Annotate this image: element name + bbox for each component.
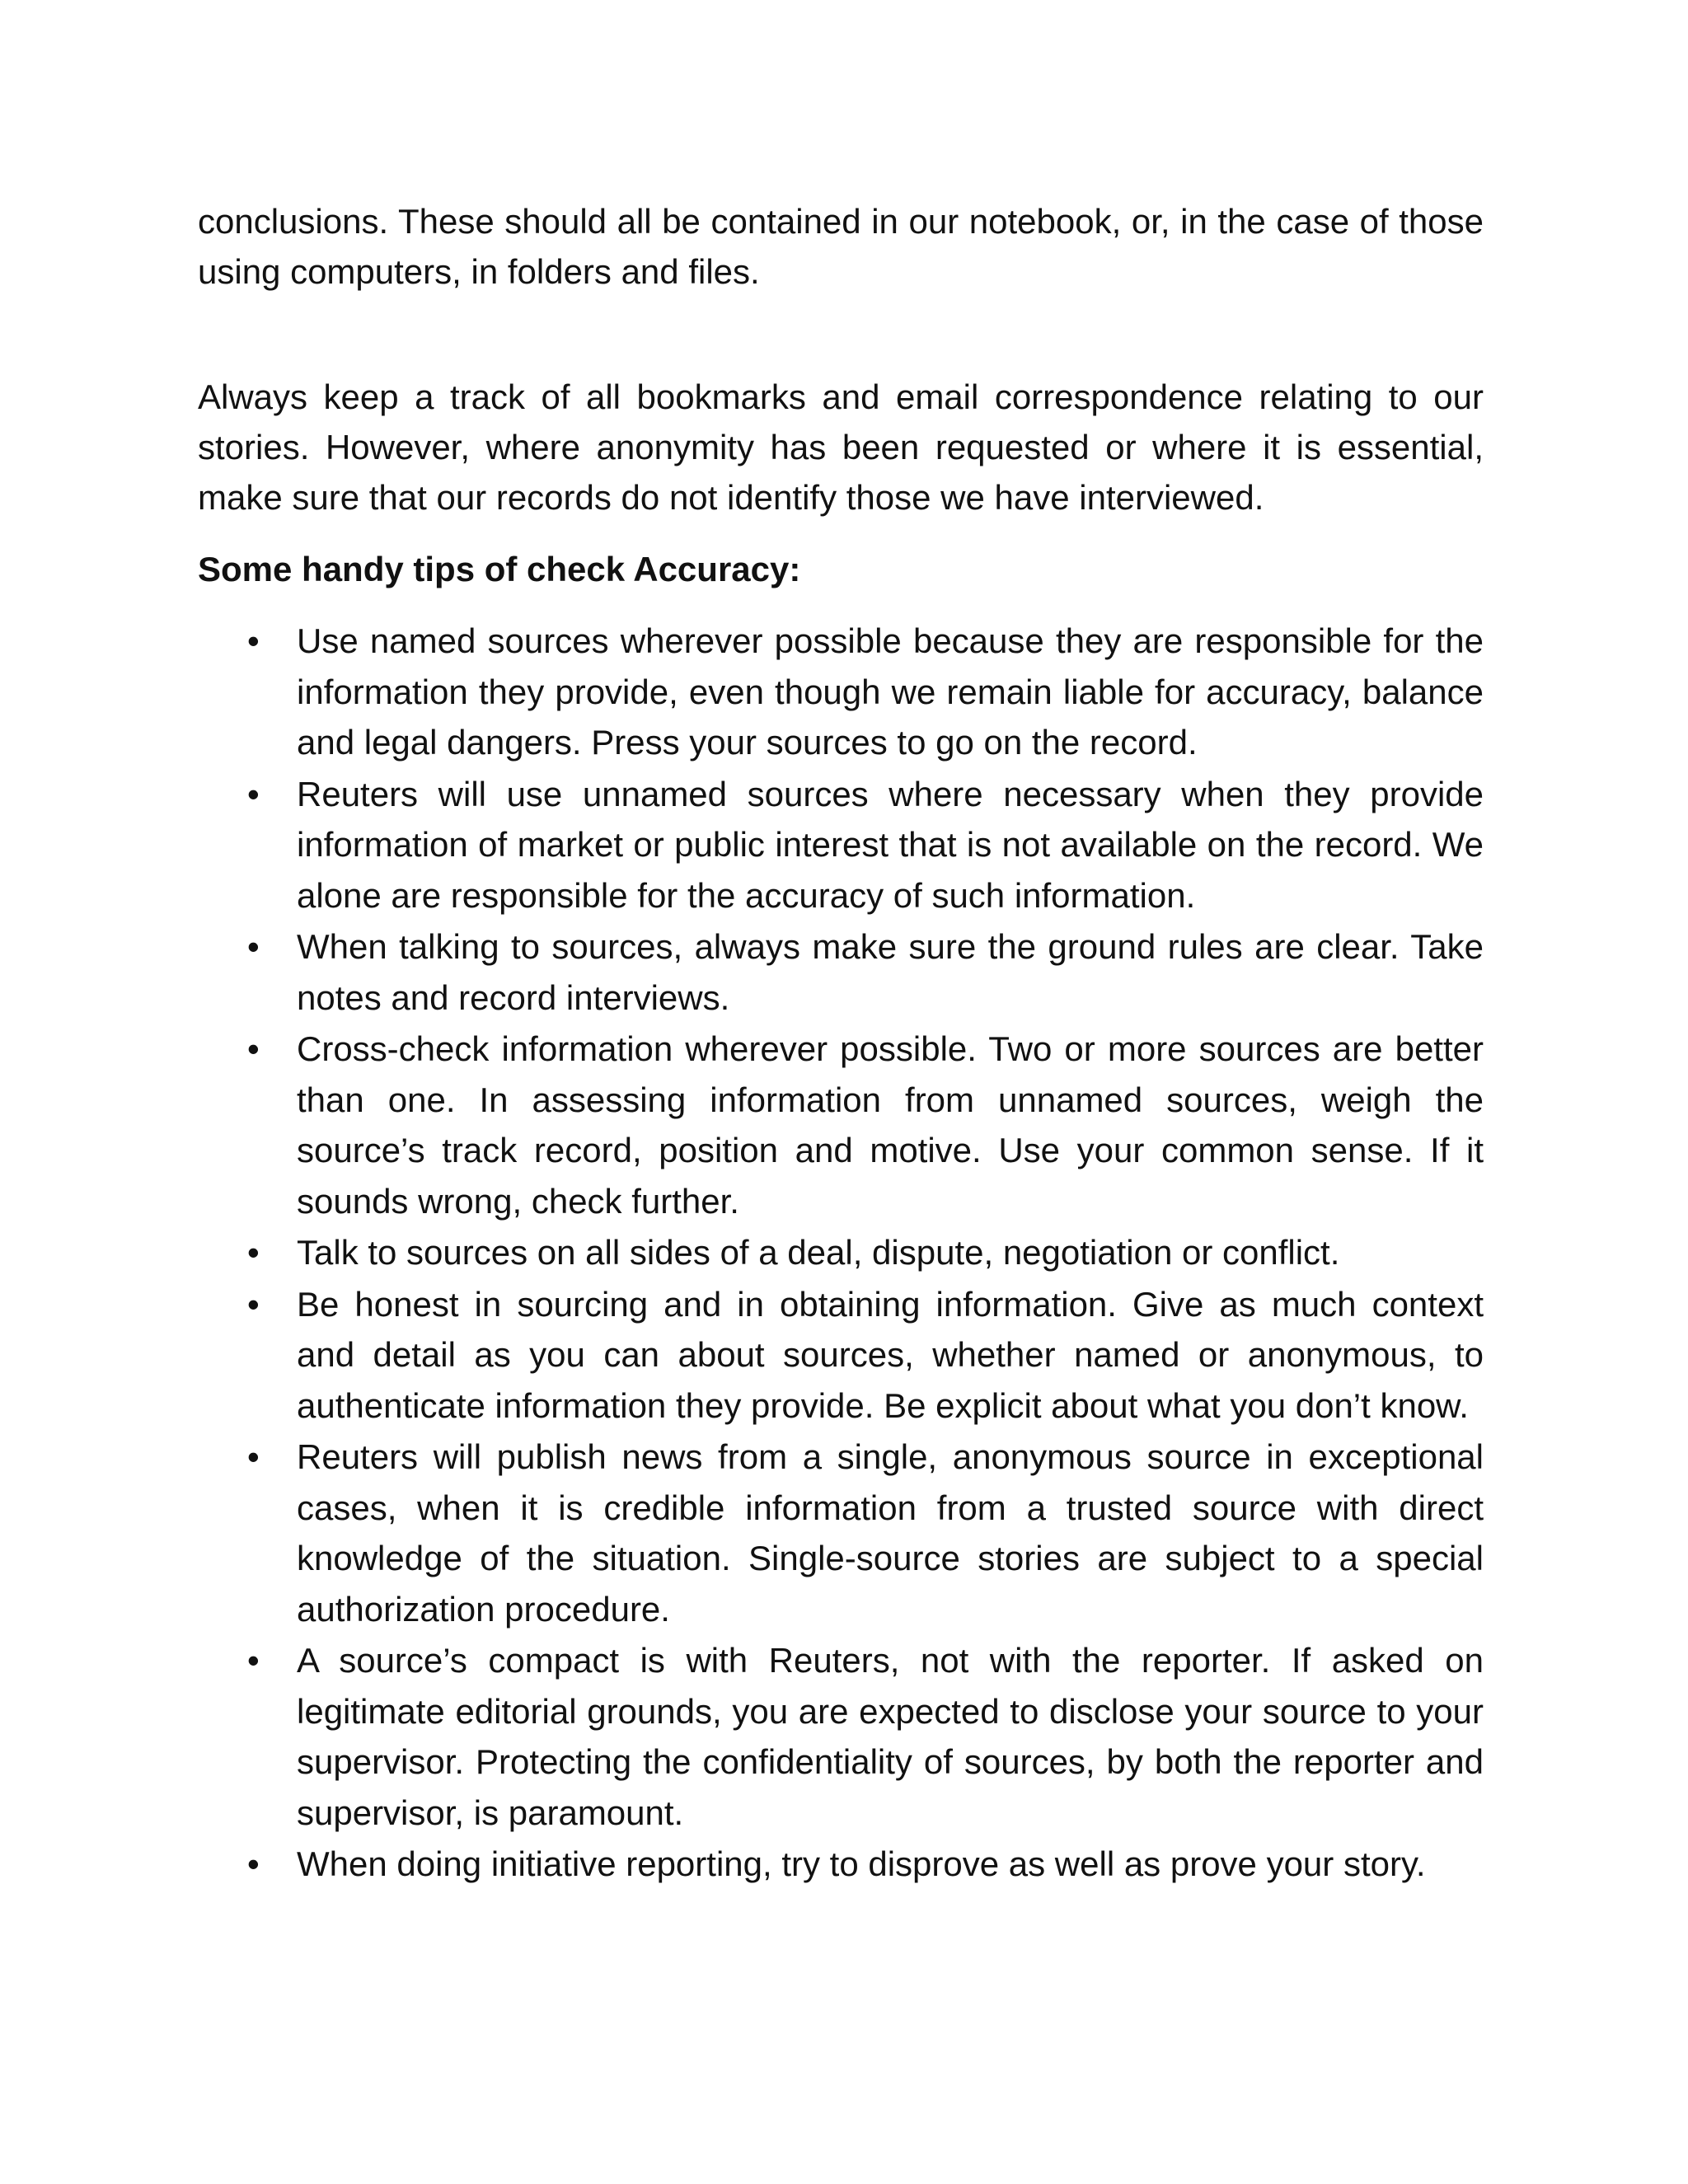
list-item [198,1635,1484,1838]
bullet-icon: • [247,1437,260,1476]
bullet-icon: • [247,621,260,660]
paragraph-bookmarks: Always keep a track of all bookmarks and email correspondence relating to our stories. However, where anonymity has been requested or where it is essential, make sure that our records do not identify those we have interviewed. [198,377,1484,517]
list-item-text: Reuters will publish news from a single, anonymous source in exceptional cases, when it is credible information from a trusted source with direct knowledge of the situation. Single-source stories are subject to a special authorization procedure. [297,1437,1484,1629]
section-heading: Some handy tips of check Accuracy: [198,550,801,588]
bullet-icon: • [247,1029,260,1068]
list-item [198,1432,1484,1634]
list-item-text: A source’s compact is with Reuters, not with the reporter. If asked on legitimate editorial grounds, you are expected to disclose your source to your supervisor. Protecting the confidentiality of sources, by both the reporter and supervisor, is paramount. [297,1641,1484,1832]
bullet-icon: • [247,927,260,966]
list-item-text: Cross-check information wherever possible. Two or more sources are better than one. In assessing information from unnamed sources, weigh the source’s track record, position and motive. Use your common sense. If it sounds wrong, check further. [297,1029,1484,1221]
list-item [198,769,1484,921]
list-item [198,1279,1484,1432]
bullet-icon: • [247,774,260,813]
document-page [198,196,1484,1891]
tips-list [198,616,1484,1890]
list-item-text: Talk to sources on all sides of a deal, dispute, negotiation or conflict. [297,1233,1340,1272]
list-item [198,1839,1484,1890]
list-item-text: Reuters will use unnamed sources where necessary when they provide information of market or public interest that is not available on the record. We alone are responsible for the accuracy of such information. [297,774,1484,915]
list-item [198,616,1484,768]
list-item-text: When talking to sources, always make sure the ground rules are clear. Take notes and record interviews. [297,927,1484,1017]
list-item [198,1024,1484,1226]
paragraph-records: conclusions. These should all be contained in our notebook, or, in the case of those using computers, in folders and files. [198,202,1484,291]
list-item-text: Use named sources wherever possible because they are responsible for the information they provide, even though we remain liable for accuracy, balance and legal dangers. Press your sources to go on the record. [297,621,1484,762]
list-item-text: When doing initiative reporting, try to disprove as well as prove your story. [297,1844,1426,1883]
list-item-text: Be honest in sourcing and in obtaining information. Give as much context and detail as you can about sources, whether named or anonymous, to authenticate information they provide. Be explicit about what you don’t know. [297,1284,1484,1425]
bullet-icon: • [247,1233,260,1272]
list-item [198,1227,1484,1278]
bullet-icon: • [247,1844,260,1883]
list-item [198,921,1484,1023]
bullet-icon: • [247,1641,260,1680]
bullet-icon: • [247,1284,260,1324]
